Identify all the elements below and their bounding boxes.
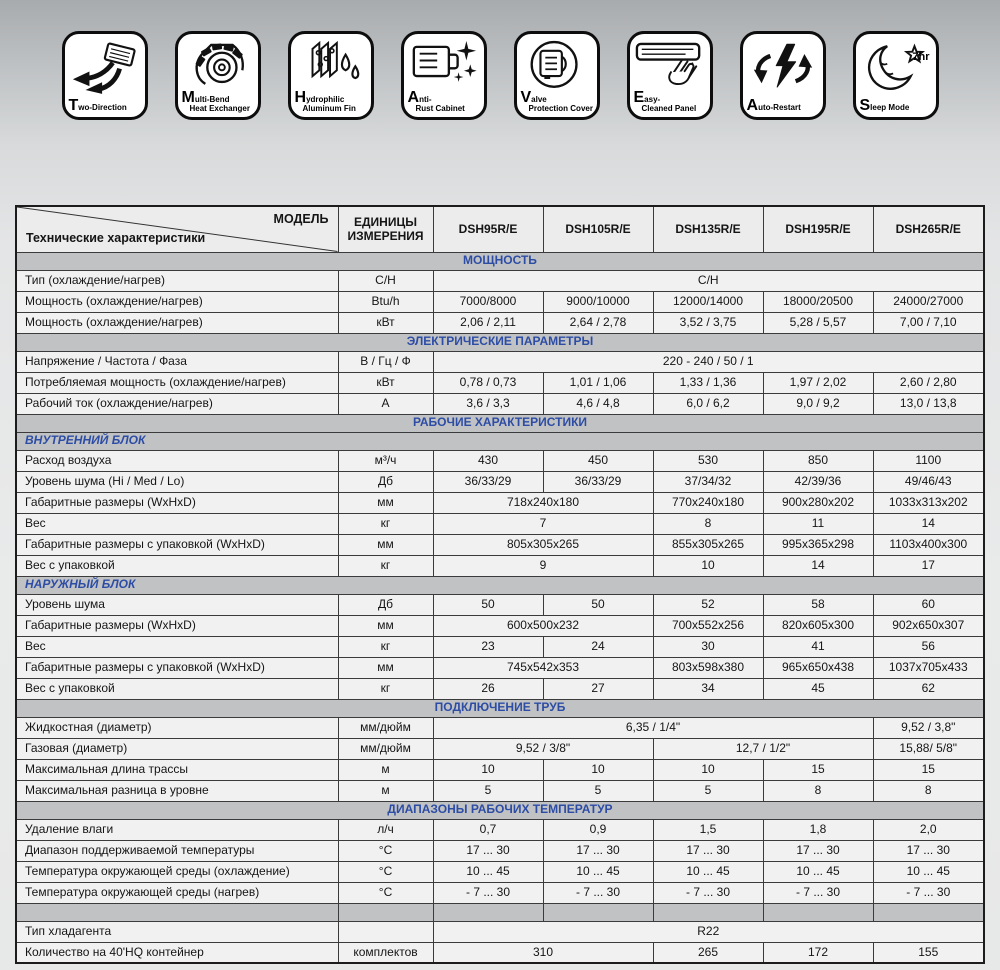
spec-label-cell: Потребляемая мощность (охлаждение/нагрев) — [16, 372, 338, 393]
value-cell: 60 — [873, 594, 984, 615]
value-cell: 1,33 / 1,36 — [653, 372, 763, 393]
section-title-cell: ЭЛЕКТРИЧЕСКИЕ ПАРАМЕТРЫ — [16, 333, 984, 351]
value-cell: 56 — [873, 636, 984, 657]
feature-label-rest: wo-Direction — [78, 103, 127, 113]
feature-label-initial: E — [633, 88, 645, 106]
value-cell: 24 — [543, 636, 653, 657]
value-cell: 450 — [543, 450, 653, 471]
feature-label-line: Rust Cabinet — [415, 103, 465, 113]
value-cell: 1037x705x433 — [873, 657, 984, 678]
feature-label-rest: uto-Restart — [758, 103, 801, 113]
value-cell: 310 — [433, 942, 653, 963]
value-cell: 3,52 / 3,75 — [653, 312, 763, 333]
value-cell: 6,35 / 1/4" — [433, 717, 873, 738]
value-cell: 12000/14000 — [653, 291, 763, 312]
table-row — [16, 393, 984, 414]
unit-cell — [338, 921, 433, 942]
section-title-cell: ПОДКЛЮЧЕНИЕ ТРУБ — [16, 699, 984, 717]
value-cell: 17 — [873, 555, 984, 576]
value-cell: 42/39/36 — [763, 471, 873, 492]
value-cell: 10 ... 45 — [433, 861, 543, 882]
value-cell: 1103x400x300 — [873, 534, 984, 555]
spacer-row — [16, 903, 984, 921]
sleep-mode-icon — [860, 37, 932, 100]
spec-label-cell: Диапазон поддерживаемой температуры — [16, 840, 338, 861]
value-cell: 7 — [433, 513, 653, 534]
value-cell: 49/46/43 — [873, 471, 984, 492]
value-cell: 1,5 — [653, 819, 763, 840]
feature-label-line: Aluminum Fin — [302, 103, 356, 113]
unit-cell: мм/дюйм — [338, 738, 433, 759]
spec-label-cell: Расход воздуха — [16, 450, 338, 471]
anti-rust-cabinet-badge — [401, 31, 487, 120]
feature-label — [407, 88, 480, 113]
value-cell: 5,28 / 5,57 — [763, 312, 873, 333]
spec-label-cell: Габаритные размеры с упаковкой (WxHxD) — [16, 657, 338, 678]
spec-label-cell: Максимальная длина трассы — [16, 759, 338, 780]
feature-label-line — [520, 88, 593, 106]
spec-label-cell: Уровень шума — [16, 594, 338, 615]
unit-cell: С/Н — [338, 270, 433, 291]
spec-label-cell: Мощность (охлаждение/нагрев) — [16, 291, 338, 312]
value-cell: 803x598x380 — [653, 657, 763, 678]
value-cell: 5 — [653, 780, 763, 801]
value-cell: 10 — [433, 759, 543, 780]
unit-cell: кг — [338, 678, 433, 699]
value-cell: 770x240x180 — [653, 492, 763, 513]
value-cell: 805x305x265 — [433, 534, 653, 555]
spec-label-cell: Тип (охлаждение/нагрев) — [16, 270, 338, 291]
value-cell: 1033x313x202 — [873, 492, 984, 513]
unit-cell: кВт — [338, 372, 433, 393]
value-cell: 902x650x307 — [873, 615, 984, 636]
valve-protection-cover-icon — [521, 37, 593, 92]
multi-bend-heat-exchanger-icon — [182, 37, 254, 92]
spec-label-cell: Габаритные размеры (WxHxD) — [16, 492, 338, 513]
feature-label-line — [633, 88, 706, 106]
table-row — [16, 615, 984, 636]
value-cell: 10 — [653, 555, 763, 576]
unit-cell: °С — [338, 840, 433, 861]
value-cell: 58 — [763, 594, 873, 615]
value-cell: 37/34/32 — [653, 471, 763, 492]
value-cell: 36/33/29 — [433, 471, 543, 492]
spec-label-cell: Напряжение / Частота / Фаза — [16, 351, 338, 372]
feature-label — [633, 88, 706, 113]
spec-label-cell: Вес с упаковкой — [16, 678, 338, 699]
value-cell: 8 — [763, 780, 873, 801]
unit-cell: А — [338, 393, 433, 414]
value-cell: 50 — [433, 594, 543, 615]
spec-label-cell: Газовая (диаметр) — [16, 738, 338, 759]
feature-badges-row — [0, 0, 1000, 120]
spec-table — [15, 205, 985, 964]
spec-label-cell: Габаритные размеры (WxHxD) — [16, 615, 338, 636]
table-row — [16, 351, 984, 372]
value-cell: 1,97 / 2,02 — [763, 372, 873, 393]
value-cell: 50 — [543, 594, 653, 615]
value-cell: 17 ... 30 — [433, 840, 543, 861]
value-cell: 52 — [653, 594, 763, 615]
feature-label-line: Cleaned Panel — [641, 103, 697, 113]
value-cell: 2,60 / 2,80 — [873, 372, 984, 393]
value-cell: 10 — [543, 759, 653, 780]
value-cell: 5 — [543, 780, 653, 801]
section-title-cell: НАРУЖНЫЙ БЛОК — [16, 576, 984, 594]
table-row — [16, 717, 984, 738]
feature-label-initial: A — [407, 88, 420, 106]
value-cell: 26 — [433, 678, 543, 699]
unit-cell: кВт — [338, 312, 433, 333]
feature-label-initial: H — [294, 88, 307, 106]
unit-cell: кг — [338, 555, 433, 576]
spacer-cell — [16, 903, 338, 921]
value-cell: 15 — [763, 759, 873, 780]
spacer-cell — [873, 903, 984, 921]
section-title-cell: РАБОЧИЕ ХАРАКТЕРИСТИКИ — [16, 414, 984, 432]
table-row — [16, 738, 984, 759]
value-cell: - 7 ... 30 — [873, 882, 984, 903]
value-cell: 745x542x353 — [433, 657, 653, 678]
value-cell: 4,6 / 4,8 — [543, 393, 653, 414]
spec-label-cell: Количество на 40'HQ контейнер — [16, 942, 338, 963]
value-cell: 600x500x232 — [433, 615, 653, 636]
value-cell: 30 — [653, 636, 763, 657]
spacer-cell — [433, 903, 543, 921]
feature-label-rest: ydrophilic — [306, 94, 345, 104]
table-row — [16, 291, 984, 312]
section-header-row — [16, 699, 984, 717]
value-cell: 1100 — [873, 450, 984, 471]
table-row — [16, 555, 984, 576]
spacer-cell — [653, 903, 763, 921]
table-row — [16, 492, 984, 513]
spec-label-cell: Температура окружающей среды (охлаждение) — [16, 861, 338, 882]
value-cell: 27 — [543, 678, 653, 699]
value-cell: 13,0 / 13,8 — [873, 393, 984, 414]
unit-cell: комплектов — [338, 942, 433, 963]
feature-label — [746, 97, 819, 115]
value-cell: С/Н — [433, 270, 984, 291]
spec-label-cell: Габаритные размеры с упаковкой (WxHxD) — [16, 534, 338, 555]
value-cell: 700x552x256 — [653, 615, 763, 636]
characteristics-corner-label: Технические характеристики — [26, 230, 206, 245]
value-cell: 2,64 / 2,78 — [543, 312, 653, 333]
section-header-row — [16, 432, 984, 450]
model-header-cell: DSH195R/E — [763, 206, 873, 252]
feature-label-rest: nti- — [419, 94, 432, 104]
value-cell: 17 ... 30 — [763, 840, 873, 861]
section-title-cell: ДИАПАЗОНЫ РАБОЧИХ ТЕМПЕРАТУР — [16, 801, 984, 819]
unit-cell: Дб — [338, 594, 433, 615]
value-cell: 430 — [433, 450, 543, 471]
value-cell: 10 ... 45 — [653, 861, 763, 882]
unit-cell: мм — [338, 615, 433, 636]
value-cell: 0,9 — [543, 819, 653, 840]
feature-label-rest: ulti-Bend — [194, 94, 230, 104]
feature-label-line — [181, 88, 254, 106]
value-cell: 10 ... 45 — [543, 861, 653, 882]
value-cell: 34 — [653, 678, 763, 699]
value-cell: 17 ... 30 — [543, 840, 653, 861]
value-cell: 6,0 / 6,2 — [653, 393, 763, 414]
value-cell: 718x240x180 — [433, 492, 653, 513]
feature-label-initial: T — [68, 97, 79, 115]
easy-cleaned-panel-badge — [627, 31, 713, 120]
value-cell: 12,7 / 1/2" — [653, 738, 873, 759]
section-header-row — [16, 576, 984, 594]
value-cell: 7000/8000 — [433, 291, 543, 312]
feature-label — [68, 97, 141, 115]
value-cell: 155 — [873, 942, 984, 963]
value-cell: 855x305x265 — [653, 534, 763, 555]
section-header-row — [16, 333, 984, 351]
value-cell: 900x280x202 — [763, 492, 873, 513]
value-cell: 9,52 / 3,8" — [873, 717, 984, 738]
value-cell: 41 — [763, 636, 873, 657]
table-row — [16, 450, 984, 471]
multi-bend-heat-exchanger-badge — [175, 31, 261, 120]
value-cell: - 7 ... 30 — [763, 882, 873, 903]
value-cell: 2,0 — [873, 819, 984, 840]
value-cell: 0,78 / 0,73 — [433, 372, 543, 393]
table-row — [16, 861, 984, 882]
value-cell: 9000/10000 — [543, 291, 653, 312]
feature-label-line — [68, 97, 141, 115]
easy-cleaned-panel-icon — [634, 37, 706, 92]
unit-cell: мм — [338, 534, 433, 555]
table-row — [16, 534, 984, 555]
model-header-cell: DSH105R/E — [543, 206, 653, 252]
value-cell: 10 ... 45 — [763, 861, 873, 882]
value-cell: 24000/27000 — [873, 291, 984, 312]
spacer-cell — [338, 903, 433, 921]
feature-label — [181, 88, 254, 113]
section-title-cell: ВНУТРЕННИЙ БЛОК — [16, 432, 984, 450]
feature-label-initial: M — [181, 88, 195, 106]
unit-cell: °С — [338, 882, 433, 903]
value-cell: 18000/20500 — [763, 291, 873, 312]
value-cell: R22 — [433, 921, 984, 942]
spec-label-cell: Уровень шума (Hi / Med / Lo) — [16, 471, 338, 492]
value-cell: 3,6 / 3,3 — [433, 393, 543, 414]
table-row — [16, 657, 984, 678]
spec-label-cell: Мощность (охлаждение/нагрев) — [16, 312, 338, 333]
value-cell: 265 — [653, 942, 763, 963]
table-row — [16, 372, 984, 393]
unit-cell: мм/дюйм — [338, 717, 433, 738]
feature-label-line — [746, 97, 819, 115]
feature-label-line: Heat Exchanger — [189, 103, 250, 113]
spec-label-cell: Максимальная разница в уровне — [16, 780, 338, 801]
unit-cell: м — [338, 780, 433, 801]
anti-rust-cabinet-icon — [408, 37, 480, 92]
unit-cell: Btu/h — [338, 291, 433, 312]
units-header-cell: ЕДИНИЦЫ ИЗМЕРЕНИЯ — [338, 206, 433, 252]
value-cell: - 7 ... 30 — [653, 882, 763, 903]
table-row — [16, 312, 984, 333]
value-cell: 965x650x438 — [763, 657, 873, 678]
value-cell: 9,52 / 3/8" — [433, 738, 653, 759]
value-cell: 11 — [763, 513, 873, 534]
table-row — [16, 594, 984, 615]
table-row — [16, 942, 984, 963]
value-cell: 10 ... 45 — [873, 861, 984, 882]
hydrophilic-aluminum-fin-icon — [295, 37, 367, 92]
two-direction-badge — [62, 31, 148, 120]
spec-label-cell: Вес с упаковкой — [16, 555, 338, 576]
value-cell: 10 — [653, 759, 763, 780]
table-row — [16, 780, 984, 801]
value-cell: 172 — [763, 942, 873, 963]
section-title-cell: МОЩНОСТЬ — [16, 252, 984, 270]
value-cell: - 7 ... 30 — [543, 882, 653, 903]
table-row — [16, 678, 984, 699]
corner-header-cell — [16, 206, 338, 252]
spec-label-cell: Удаление влаги — [16, 819, 338, 840]
unit-cell: В / Гц / Ф — [338, 351, 433, 372]
unit-cell: мм — [338, 492, 433, 513]
feature-label-line — [294, 88, 367, 106]
table-row — [16, 471, 984, 492]
value-cell: 14 — [873, 513, 984, 534]
table-header-row — [16, 206, 984, 252]
value-cell: 15,88/ 5/8" — [873, 738, 984, 759]
table-row — [16, 921, 984, 942]
section-header-row — [16, 252, 984, 270]
sleep-mode-badge — [853, 31, 939, 120]
feature-label-rest: asy- — [644, 94, 661, 104]
feature-label-rest: alve — [531, 94, 547, 104]
unit-cell: кг — [338, 513, 433, 534]
value-cell: 17 ... 30 — [873, 840, 984, 861]
feature-label-initial: V — [520, 88, 532, 106]
spec-label-cell: Температура окружающей среды (нагрев) — [16, 882, 338, 903]
value-cell: 530 — [653, 450, 763, 471]
value-cell: 14 — [763, 555, 873, 576]
auto-restart-icon — [747, 37, 819, 100]
unit-cell: м³/ч — [338, 450, 433, 471]
table-row — [16, 270, 984, 291]
spec-label-cell: Жидкостная (диаметр) — [16, 717, 338, 738]
model-header-cell: DSH95R/E — [433, 206, 543, 252]
value-cell: 1,01 / 1,06 — [543, 372, 653, 393]
value-cell: 62 — [873, 678, 984, 699]
model-corner-label: МОДЕЛЬ — [273, 212, 329, 226]
sleep-hours-badge: 7hr — [912, 51, 930, 63]
value-cell: 5 — [433, 780, 543, 801]
value-cell: 23 — [433, 636, 543, 657]
value-cell: 8 — [653, 513, 763, 534]
spec-label-cell: Рабочий ток (охлаждение/нагрев) — [16, 393, 338, 414]
spacer-cell — [543, 903, 653, 921]
value-cell: 220 - 240 / 50 / 1 — [433, 351, 984, 372]
spec-label-cell: Вес — [16, 636, 338, 657]
section-header-row — [16, 414, 984, 432]
table-row — [16, 759, 984, 780]
unit-cell: мм — [338, 657, 433, 678]
value-cell: 7,00 / 7,10 — [873, 312, 984, 333]
value-cell: 36/33/29 — [543, 471, 653, 492]
value-cell: 9,0 / 9,2 — [763, 393, 873, 414]
value-cell: 15 — [873, 759, 984, 780]
value-cell: - 7 ... 30 — [433, 882, 543, 903]
feature-label — [859, 97, 932, 115]
value-cell: 0,7 — [433, 819, 543, 840]
spec-label-cell: Тип хладагента — [16, 921, 338, 942]
feature-label — [294, 88, 367, 113]
feature-label-line: Protection Cover — [528, 103, 593, 113]
unit-cell: м — [338, 759, 433, 780]
model-header-cell: DSH265R/E — [873, 206, 984, 252]
value-cell: 2,06 / 2,11 — [433, 312, 543, 333]
value-cell: 850 — [763, 450, 873, 471]
value-cell: 8 — [873, 780, 984, 801]
hydrophilic-aluminum-fin-badge — [288, 31, 374, 120]
spacer-cell — [763, 903, 873, 921]
feature-label — [520, 88, 593, 113]
table-row — [16, 882, 984, 903]
value-cell: 17 ... 30 — [653, 840, 763, 861]
spec-label-cell: Вес — [16, 513, 338, 534]
unit-cell: кг — [338, 636, 433, 657]
two-direction-icon — [69, 37, 141, 100]
value-cell: 9 — [433, 555, 653, 576]
table-row — [16, 840, 984, 861]
feature-label-initial: S — [859, 97, 871, 115]
table-row — [16, 513, 984, 534]
table-row — [16, 636, 984, 657]
feature-label-rest: leep Mode — [870, 103, 910, 113]
unit-cell: °С — [338, 861, 433, 882]
valve-protection-cover-badge — [514, 31, 600, 120]
model-header-cell: DSH135R/E — [653, 206, 763, 252]
feature-label-line — [407, 88, 480, 106]
unit-cell: Дб — [338, 471, 433, 492]
auto-restart-badge — [740, 31, 826, 120]
table-row — [16, 819, 984, 840]
unit-cell: л/ч — [338, 819, 433, 840]
feature-label-line — [859, 97, 932, 115]
value-cell: 1,8 — [763, 819, 873, 840]
feature-label-initial: A — [746, 97, 759, 115]
section-header-row — [16, 801, 984, 819]
value-cell: 820x605x300 — [763, 615, 873, 636]
value-cell: 995x365x298 — [763, 534, 873, 555]
value-cell: 45 — [763, 678, 873, 699]
